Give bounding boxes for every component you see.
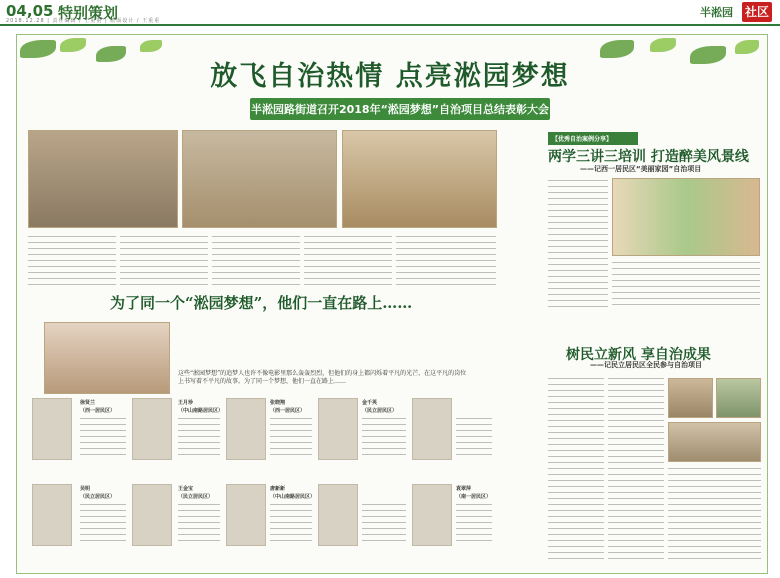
person-role: （中山南路居民区）: [270, 494, 316, 500]
side-section-tag: 【优秀自治案例分享】: [548, 132, 638, 145]
person-text: [362, 418, 406, 458]
portrait-photo: [32, 398, 72, 460]
person-name: 袁翠萍: [456, 486, 472, 492]
person-role: （民立居民区）: [80, 494, 116, 500]
portrait-photo: [226, 484, 266, 546]
article-text-column: [120, 236, 208, 286]
portrait-photo: [226, 398, 266, 460]
person-name: 吴明: [80, 486, 91, 492]
masthead-logo: 半淞园: [700, 6, 733, 19]
subtitle-banner: 半淞园路街道召开2018年“淞园梦想”自治项目总结表彰大会: [250, 98, 550, 120]
side-article-text: [668, 468, 761, 563]
page-header: [0, 0, 780, 26]
photo-residents-activity: [668, 422, 761, 462]
photo-residents-activity: [716, 378, 761, 418]
section-title: 特别策划: [58, 4, 119, 22]
page-number: 04,05: [6, 2, 54, 20]
side-article-title: 两学三讲三培训 打造醉美风景线: [548, 149, 749, 165]
person-name: 唐新新: [270, 486, 286, 492]
person-text: [270, 504, 312, 544]
side-article-subtitle: ——记西一居民区“美丽家园”自治项目: [580, 165, 702, 173]
person-name: 张晓翔: [270, 400, 286, 406]
portrait-photo: [132, 398, 172, 460]
side-article-text: [548, 180, 608, 310]
article-text-column: [396, 236, 496, 286]
photo-choir-performance: [342, 130, 497, 228]
person-text: [456, 418, 492, 458]
person-text: [178, 504, 220, 544]
person-role: （西一居民区）: [80, 408, 116, 414]
portrait-photo: [412, 484, 452, 546]
person-text: [362, 504, 406, 544]
portrait-photo: [318, 484, 358, 546]
side-article-text: [608, 378, 664, 563]
side-article-title: 树民立新风 享自治成果: [566, 347, 711, 363]
person-role: （民立居民区）: [178, 494, 214, 500]
side-article-text: [548, 378, 604, 563]
person-name: 王月珍: [178, 400, 194, 406]
masthead-seal: 社区: [742, 2, 772, 22]
person-role: （中山南路居民区）: [178, 408, 224, 414]
article-text-column: [212, 236, 300, 286]
person-text: [178, 418, 220, 458]
person-name: 金千英: [362, 400, 378, 406]
portrait-photo: [132, 484, 172, 546]
intro-paragraph: 这些“淞园梦想”的追梦人也许不像电影里那么轰轰烈烈，但他们的身上都闪烁着平凡的光芒，在这平凡的岗位上书写着不平凡的故事。为了同一个梦想，他们一直在路上……: [178, 370, 467, 385]
photo-dance-performance: [182, 130, 337, 228]
side-article-subtitle: ——记民立居民区全民参与自治项目: [590, 361, 702, 369]
person-role: （民立居民区）: [362, 408, 398, 414]
portrait-photo: [412, 398, 452, 460]
person-text: [80, 418, 126, 458]
side-article-text: [612, 262, 760, 310]
person-role: （南一居民区）: [456, 494, 492, 500]
header-meta: 2018.12.28 | 责任编辑 / 王重重 | 版面设计 / 王重重: [6, 18, 161, 24]
person-role: （西一居民区）: [270, 408, 306, 414]
person-text: [80, 504, 126, 544]
article-text-column: [304, 236, 392, 286]
person-text: [270, 418, 312, 458]
section-heading: 为了同一个“淞园梦想”，他们一直在路上……: [110, 294, 413, 312]
main-title: 放飞自治热情 点亮淞园梦想: [210, 61, 570, 92]
person-text: [456, 504, 492, 544]
photo-awardees-group: [44, 322, 170, 394]
photo-painted-wall: [612, 178, 760, 256]
person-name: 王金宝: [178, 486, 194, 492]
photo-residents-activity: [668, 378, 713, 418]
article-text-column: [28, 236, 116, 286]
person-name: 徐贤兰: [80, 400, 96, 406]
portrait-photo: [32, 484, 72, 546]
photo-ceremony-speakers: [28, 130, 178, 228]
portrait-photo: [318, 398, 358, 460]
